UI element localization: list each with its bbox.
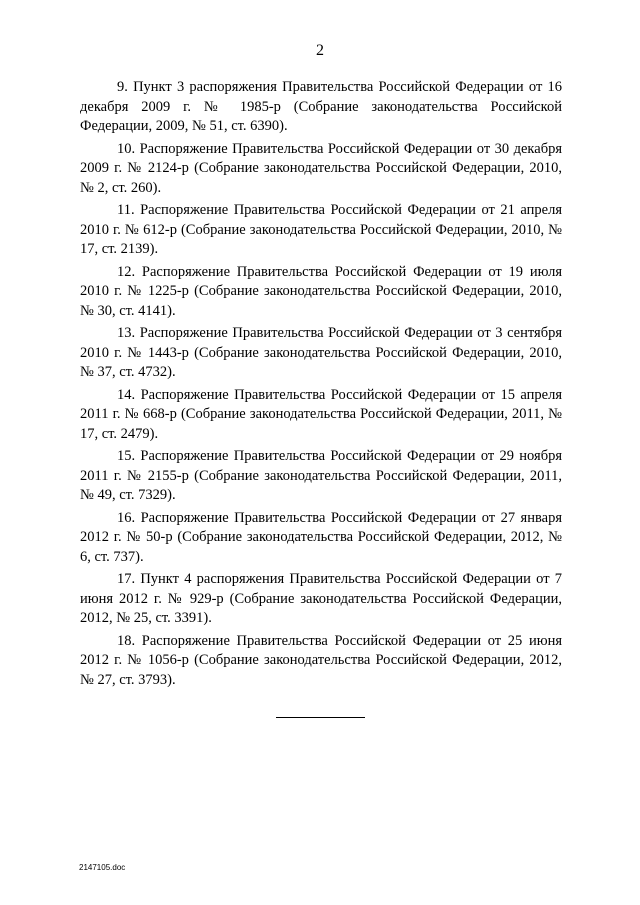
list-item: 15. Распоряжение Правительства Российской Федерации от 29 ноября 2011 г. № 2155-р (Собрание законодательства Российской Федерации, 2011, № 49, ст. 7329). — [80, 448, 562, 503]
list-item: 9. Пункт 3 распоряжения Правительства Российской Федерации от 16 декабря 2009 г. № 1985-р (Собрание законодательства Российской Федерации, 2009, № 51, ст. 6390). — [80, 79, 562, 134]
list-item: 11. Распоряжение Правительства Российской Федерации от 21 апреля 2010 г. № 612-р (Собрание законодательства Российской Федерации, 2010, № 17, ст. 2139). — [80, 202, 562, 257]
separator-line — [276, 717, 365, 718]
list-item: 17. Пункт 4 распоряжения Правительства Российской Федерации от 7 июня 2012 г. № 929-р (Собрание законодательства Российской Федерации, 2012, № 25, ст. 3391). — [80, 571, 562, 626]
footer-filename: 2147105.doc — [79, 863, 126, 872]
list-item: 10. Распоряжение Правительства Российской Федерации от 30 декабря 2009 г. № 2124-р (Собрание законодательства Российской Федерации, 2010, № 2, ст. 260). — [80, 140, 562, 196]
document-body — [80, 78, 562, 693]
list-item: 16. Распоряжение Правительства Российской Федерации от 27 января 2012 г. № 50-р (Собрание законодательства Российской Федерации, 2012, № 6, ст. 737). — [80, 509, 562, 565]
list-item: 18. Распоряжение Правительства Российской Федерации от 25 июня 2012 г. № 1056-р (Собрание законодательства Российской Федерации, 2012, № 27, ст. 3793). — [80, 632, 562, 688]
list-item: 12. Распоряжение Правительства Российской Федерации от 19 июля 2010 г. № 1225-р (Собрание законодательства Российской Федерации, 2010, № 30, ст. 4141). — [80, 263, 562, 319]
page-number: 2 — [316, 42, 324, 59]
list-item: 14. Распоряжение Правительства Российской Федерации от 15 апреля 2011 г. № 668-р (Собрание законодательства Российской Федерации, 2011, № 17, ст. 2479). — [80, 386, 562, 442]
list-item: 13. Распоряжение Правительства Российской Федерации от 3 сентября 2010 г. № 1443-р (Собрание законодательства Российской Федерации, 2010, № 37, ст. 4732). — [80, 325, 562, 380]
